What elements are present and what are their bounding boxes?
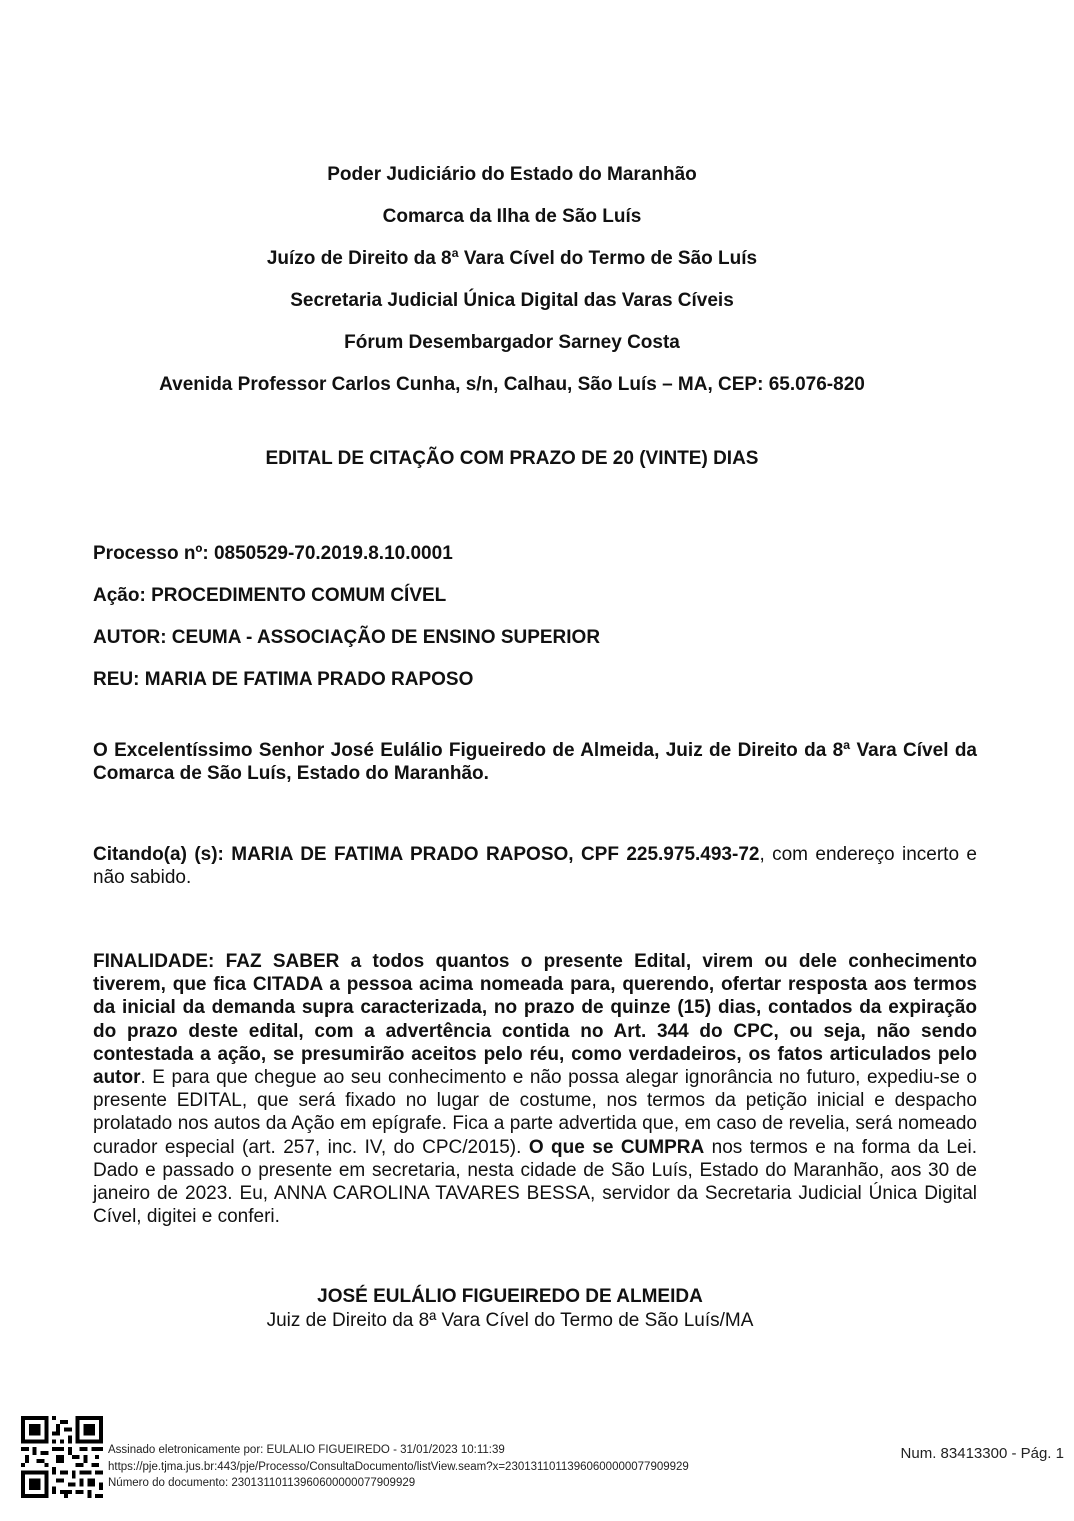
citando-rest: , com endereço incerto e não sabido.	[93, 844, 977, 889]
document-header	[0, 154, 1024, 406]
page-number: Num. 83413300 - Pág. 1	[900, 1445, 1064, 1462]
qr-code-icon	[21, 1416, 103, 1498]
finalidade-paragraph	[93, 950, 977, 1228]
document-footer	[21, 1415, 1066, 1505]
header-line-forum: Fórum Desembargador Sarney Costa	[344, 332, 680, 353]
signed-by-text: Assinado eletronicamente por: EULALIO FIGUEIREDO - 31/01/2023 10:11:39	[108, 1444, 505, 1456]
header-line-address: Avenida Professor Carlos Cunha, s/n, Calhau, São Luís – MA, CEP: 65.076-820	[159, 374, 865, 395]
finalidade-bold-2: O que se CUMPRA	[528, 1136, 705, 1158]
process-author: AUTOR: CEUMA - ASSOCIAÇÃO DE ENSINO SUPERIOR	[93, 627, 601, 648]
document-number-text: Número do documento: 23013110113960600000077909929	[108, 1477, 416, 1489]
signature-metadata	[108, 1442, 689, 1492]
finalidade-normal-1: . E para que chegue ao seu conhecimento e não possa alegar ignorância no futuro, expediu-se o presente EDITAL, que será fixado no lugar de costume, nos termos da petição inicial e despacho prolatado nos autos da Ação em epígrafe. Fica a parte advertida que, em caso de revelia, será nomeado curador especial (art. 257, inc. IV, do CPC/2015).	[93, 1067, 977, 1158]
document-url-link[interactable]: https://pje.tjma.jus.br:443/pje/Processo/ConsultaDocumento/listView.seam?x=23013110113960600000077909929	[108, 1460, 689, 1473]
signature-role: Juiz de Direito da 8ª Vara Cível do Termo de São Luís/MA	[266, 1310, 754, 1331]
process-defendant: REU: MARIA DE FATIMA PRADO RAPOSO	[93, 669, 474, 690]
finalidade-normal-2: nos termos e na forma da Lei. Dado e passado o presente em secretaria, nesta cidade de São Luís, Estado do Maranhão, aos 30 de janeiro de 2023. Eu, ANNA CAROLINA TAVARES BESSA, servidor da Secretaria Judicial Única Digital Cível, digitei e conferi.	[93, 1136, 977, 1228]
header-line-comarca: Comarca da Ilha de São Luís	[382, 206, 642, 227]
header-line-court: Poder Judiciário do Estado do Maranhão	[327, 164, 697, 185]
process-action: Ação: PROCEDIMENTO COMUM CÍVEL	[93, 585, 447, 606]
signature-block	[0, 1285, 1020, 1333]
header-line-juizo: Juízo de Direito da 8ª Vara Cível do Termo de São Luís	[266, 248, 758, 269]
judge-paragraph: O Excelentíssimo Senhor José Eulálio Figueiredo de Almeida, Juiz de Direito da 8ª Vara Cível da Comarca de São Luís, Estado do Maranhão.	[93, 740, 977, 785]
finalidade-bold-1: FINALIDADE: FAZ SABER a todos quantos o presente Edital, virem ou dele conhecimento tiverem, que fica CITADA a pessoa acima nomeada para, querendo, ofertar resposta aos termos da inicial da demanda supra caracterizada, no prazo de quinze (15) dias, contados da expiração do prazo deste edital, com a advertência contida no Art. 344 do CPC, ou seja, não sendo contestada a ação, se presumirão aceitos pelo réu, como verdadeiros, os fatos articulados pelo autor	[93, 951, 977, 1089]
header-line-secretaria: Secretaria Judicial Única Digital das Varas Cíveis	[290, 290, 734, 311]
citando-paragraph	[93, 843, 977, 889]
citando-bold: Citando(a) (s): MARIA DE FATIMA PRADO RAPOSO, CPF 225.975.493-72	[93, 844, 760, 865]
document-title: EDITAL DE CITAÇÃO COM PRAZO DE 20 (VINTE) DIAS	[265, 448, 759, 469]
signature-name: JOSÉ EULÁLIO FIGUEIREDO DE ALMEIDA	[317, 1286, 703, 1307]
process-number: Processo nº: 0850529-70.2019.8.10.0001	[93, 543, 453, 564]
process-info	[93, 533, 973, 701]
